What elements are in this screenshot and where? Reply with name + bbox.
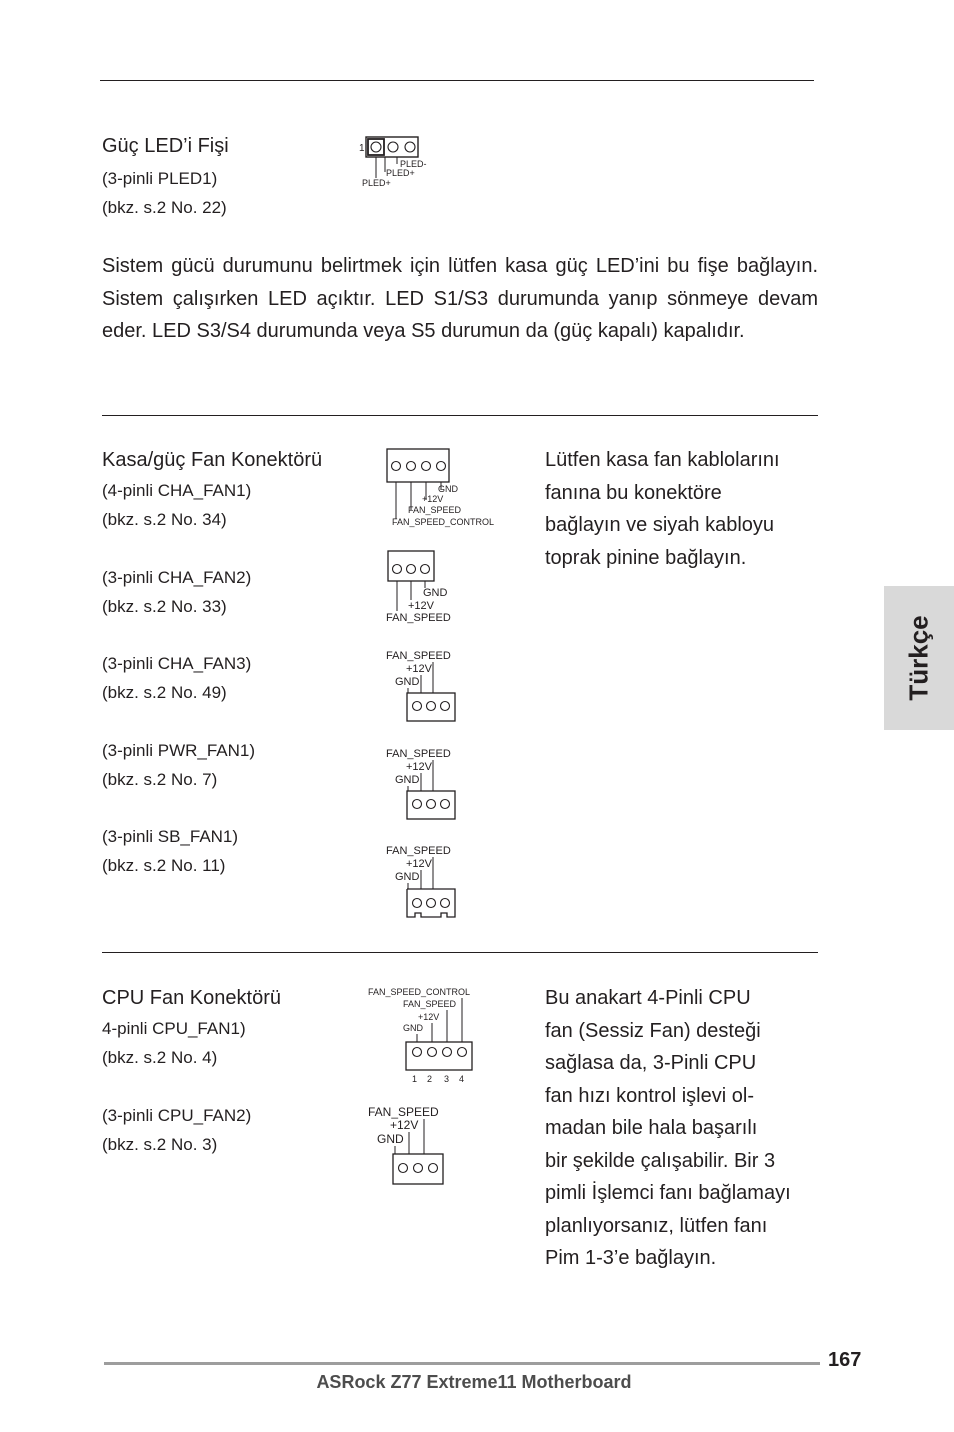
cha-fan3-gnd-label: GND xyxy=(395,676,420,688)
sb-fan1-ref: (bkz. s.2 No. 11) xyxy=(102,856,226,875)
cpu-fan1-speed-label: FAN_SPEED xyxy=(403,999,457,1009)
cpu-fan-desc-line: fan (Sessiz Fan) desteği xyxy=(545,1019,761,1042)
cha-fan3-ref: (bkz. s.2 No. 49) xyxy=(102,683,227,702)
language-side-tab xyxy=(884,586,954,730)
sb-fan1-pins: (3-pinli SB_FAN1) xyxy=(102,827,239,846)
cpu-fan2-12v-label: +12V xyxy=(390,1118,419,1132)
footer-bar xyxy=(104,1362,820,1365)
power-led-paragraph: Sistem gücü durumunu belirtmek için lütfen kasa güç LED’ini bu fişe bağlayın. Sistem çalışırken LED açıktır. LED S1/S3 durumunda yanıp sönmeye devam eder. LED S3/S4 durumunda veya S5 durumun da (güç kapalı) kapalıdır. xyxy=(102,255,818,342)
cpu-fan-desc-line: pimli İşlemci fanı bağlamayı xyxy=(545,1182,791,1204)
chassis-fan-desc-line: fanına bu konektöre xyxy=(545,481,722,504)
cpu-fan-desc-line: madan bile hala başarılı xyxy=(545,1117,758,1139)
sb-fan1-speed-label: FAN_SPEED xyxy=(386,845,451,857)
cpu-fan-desc-line: planlıyorsanız, lütfen fanı xyxy=(545,1214,768,1237)
cpu-fan1-ref: (bkz. s.2 No. 4) xyxy=(102,1048,218,1067)
cha-fan2-ref: (bkz. s.2 No. 33) xyxy=(102,597,227,616)
cpu-fan-desc-line: Bu anakart 4-Pinli CPU xyxy=(545,987,751,1009)
cha-fan1-diagram xyxy=(384,446,504,532)
cpu-fan-desc-line: sağlasa da, 3-Pinli CPU xyxy=(545,1052,757,1074)
cha-fan3-speed-label: FAN_SPEED xyxy=(386,650,451,662)
chassis-fan-desc-line: toprak pinine bağlayın. xyxy=(545,546,747,569)
sb-fan1-diagram xyxy=(384,841,474,923)
chassis-fan-description xyxy=(545,444,835,574)
cpu-fan-desc-line: bir şekilde çalışabilir. Bir 3 xyxy=(545,1149,776,1172)
cpu-fan2-speed-label: FAN_SPEED xyxy=(368,1105,439,1119)
pled-plus-label-a: PLED+ xyxy=(386,168,415,178)
cha-fan1-speed-label: FAN_SPEED xyxy=(408,505,462,515)
pwr-fan1-pins: (3-pinli PWR_FAN1) xyxy=(102,741,256,760)
section-divider-1 xyxy=(102,415,818,416)
power-led-title: Güç LED’i Fişi xyxy=(102,135,229,157)
pwr-fan1-ref: (bkz. s.2 No. 7) xyxy=(102,770,218,789)
cpu-fan1-diagram xyxy=(366,984,496,1088)
cha-fan3-12v-label: +12V xyxy=(406,663,432,675)
section-divider-2 xyxy=(102,952,818,953)
power-led-ref: (bkz. s.2 No. 22) xyxy=(102,198,227,217)
cha-fan1-control-label: FAN_SPEED_CONTROL xyxy=(392,517,495,527)
cpu-fan2-pins: (3-pinli CPU_FAN2) xyxy=(102,1106,252,1125)
cpu-fan1-pins: 4-pinli CPU_FAN1) xyxy=(102,1019,246,1038)
cha-fan3-pins: (3-pinli CHA_FAN3) xyxy=(102,654,252,673)
cha-fan2-12v-label: +12V xyxy=(408,600,434,612)
pwr-fan1-speed-label: FAN_SPEED xyxy=(386,748,451,760)
cpu-fan-title: CPU Fan Konektörü xyxy=(102,987,281,1009)
cha-fan2-gnd-label: GND xyxy=(423,587,448,599)
chassis-fan-desc-line: bağlayın ve siyah kabloyu xyxy=(545,514,775,536)
page-number: 167 xyxy=(828,1349,862,1371)
cha-fan1-12v-label: +12V xyxy=(422,494,444,504)
cha-fan3-diagram xyxy=(384,646,474,726)
cha-fan2-diagram xyxy=(384,548,474,628)
cpu-fan1-pin-number: 2 xyxy=(427,1074,433,1084)
pled-pin-one-label: 1 xyxy=(359,143,365,154)
cha-fan2-pins: (3-pinli CHA_FAN2) xyxy=(102,568,252,587)
cpu-fan1-pin-number: 4 xyxy=(459,1074,465,1084)
top-divider xyxy=(100,80,814,81)
cpu-fan-desc-line: fan hızı kontrol işlevi ol- xyxy=(545,1084,754,1107)
cpu-fan1-gnd-label: GND xyxy=(403,1023,423,1033)
chassis-fan-title: Kasa/güç Fan Konektörü xyxy=(102,449,323,471)
pwr-fan1-gnd-label: GND xyxy=(395,774,420,786)
cpu-fan-desc-line: Pim 1-3’e bağlayın. xyxy=(545,1247,717,1269)
sb-fan1-gnd-label: GND xyxy=(395,871,420,883)
pled-minus-label: PLED- xyxy=(400,159,427,169)
cpu-fan2-diagram xyxy=(366,1102,466,1190)
cha-fan1-pins: (4-pinli CHA_FAN1) xyxy=(102,481,252,500)
pwr-fan1-diagram xyxy=(384,744,474,824)
cpu-fan-description xyxy=(545,982,835,1275)
pwr-fan1-12v-label: +12V xyxy=(406,761,432,773)
cha-fan1-ref: (bkz. s.2 No. 34) xyxy=(102,510,227,529)
cpu-fan2-ref: (bkz. s.2 No. 3) xyxy=(102,1135,218,1154)
cpu-fan2-gnd-label: GND xyxy=(377,1132,404,1146)
cha-fan1-gnd-label: GND xyxy=(438,484,458,494)
footer-product-name: ASRock Z77 Extreme11 Motherboard xyxy=(316,1372,632,1392)
pled-header-diagram xyxy=(356,134,446,194)
cpu-fan1-pin-number: 1 xyxy=(412,1074,418,1084)
cpu-fan1-12v-label: +12V xyxy=(418,1012,440,1022)
cpu-fan1-control-label: FAN_SPEED_CONTROL xyxy=(368,987,471,997)
cha-fan2-speed-label: FAN_SPEED xyxy=(386,612,451,624)
power-led-pins: (3-pinli PLED1) xyxy=(102,169,218,188)
chassis-fan-desc-line: Lütfen kasa fan kablolarını xyxy=(545,449,780,471)
cpu-fan1-pin-number: 3 xyxy=(444,1074,450,1084)
sb-fan1-12v-label: +12V xyxy=(406,858,432,870)
pled-plus-label-b: PLED+ xyxy=(362,178,391,188)
language-side-tab-label: Türkçe xyxy=(903,615,934,701)
